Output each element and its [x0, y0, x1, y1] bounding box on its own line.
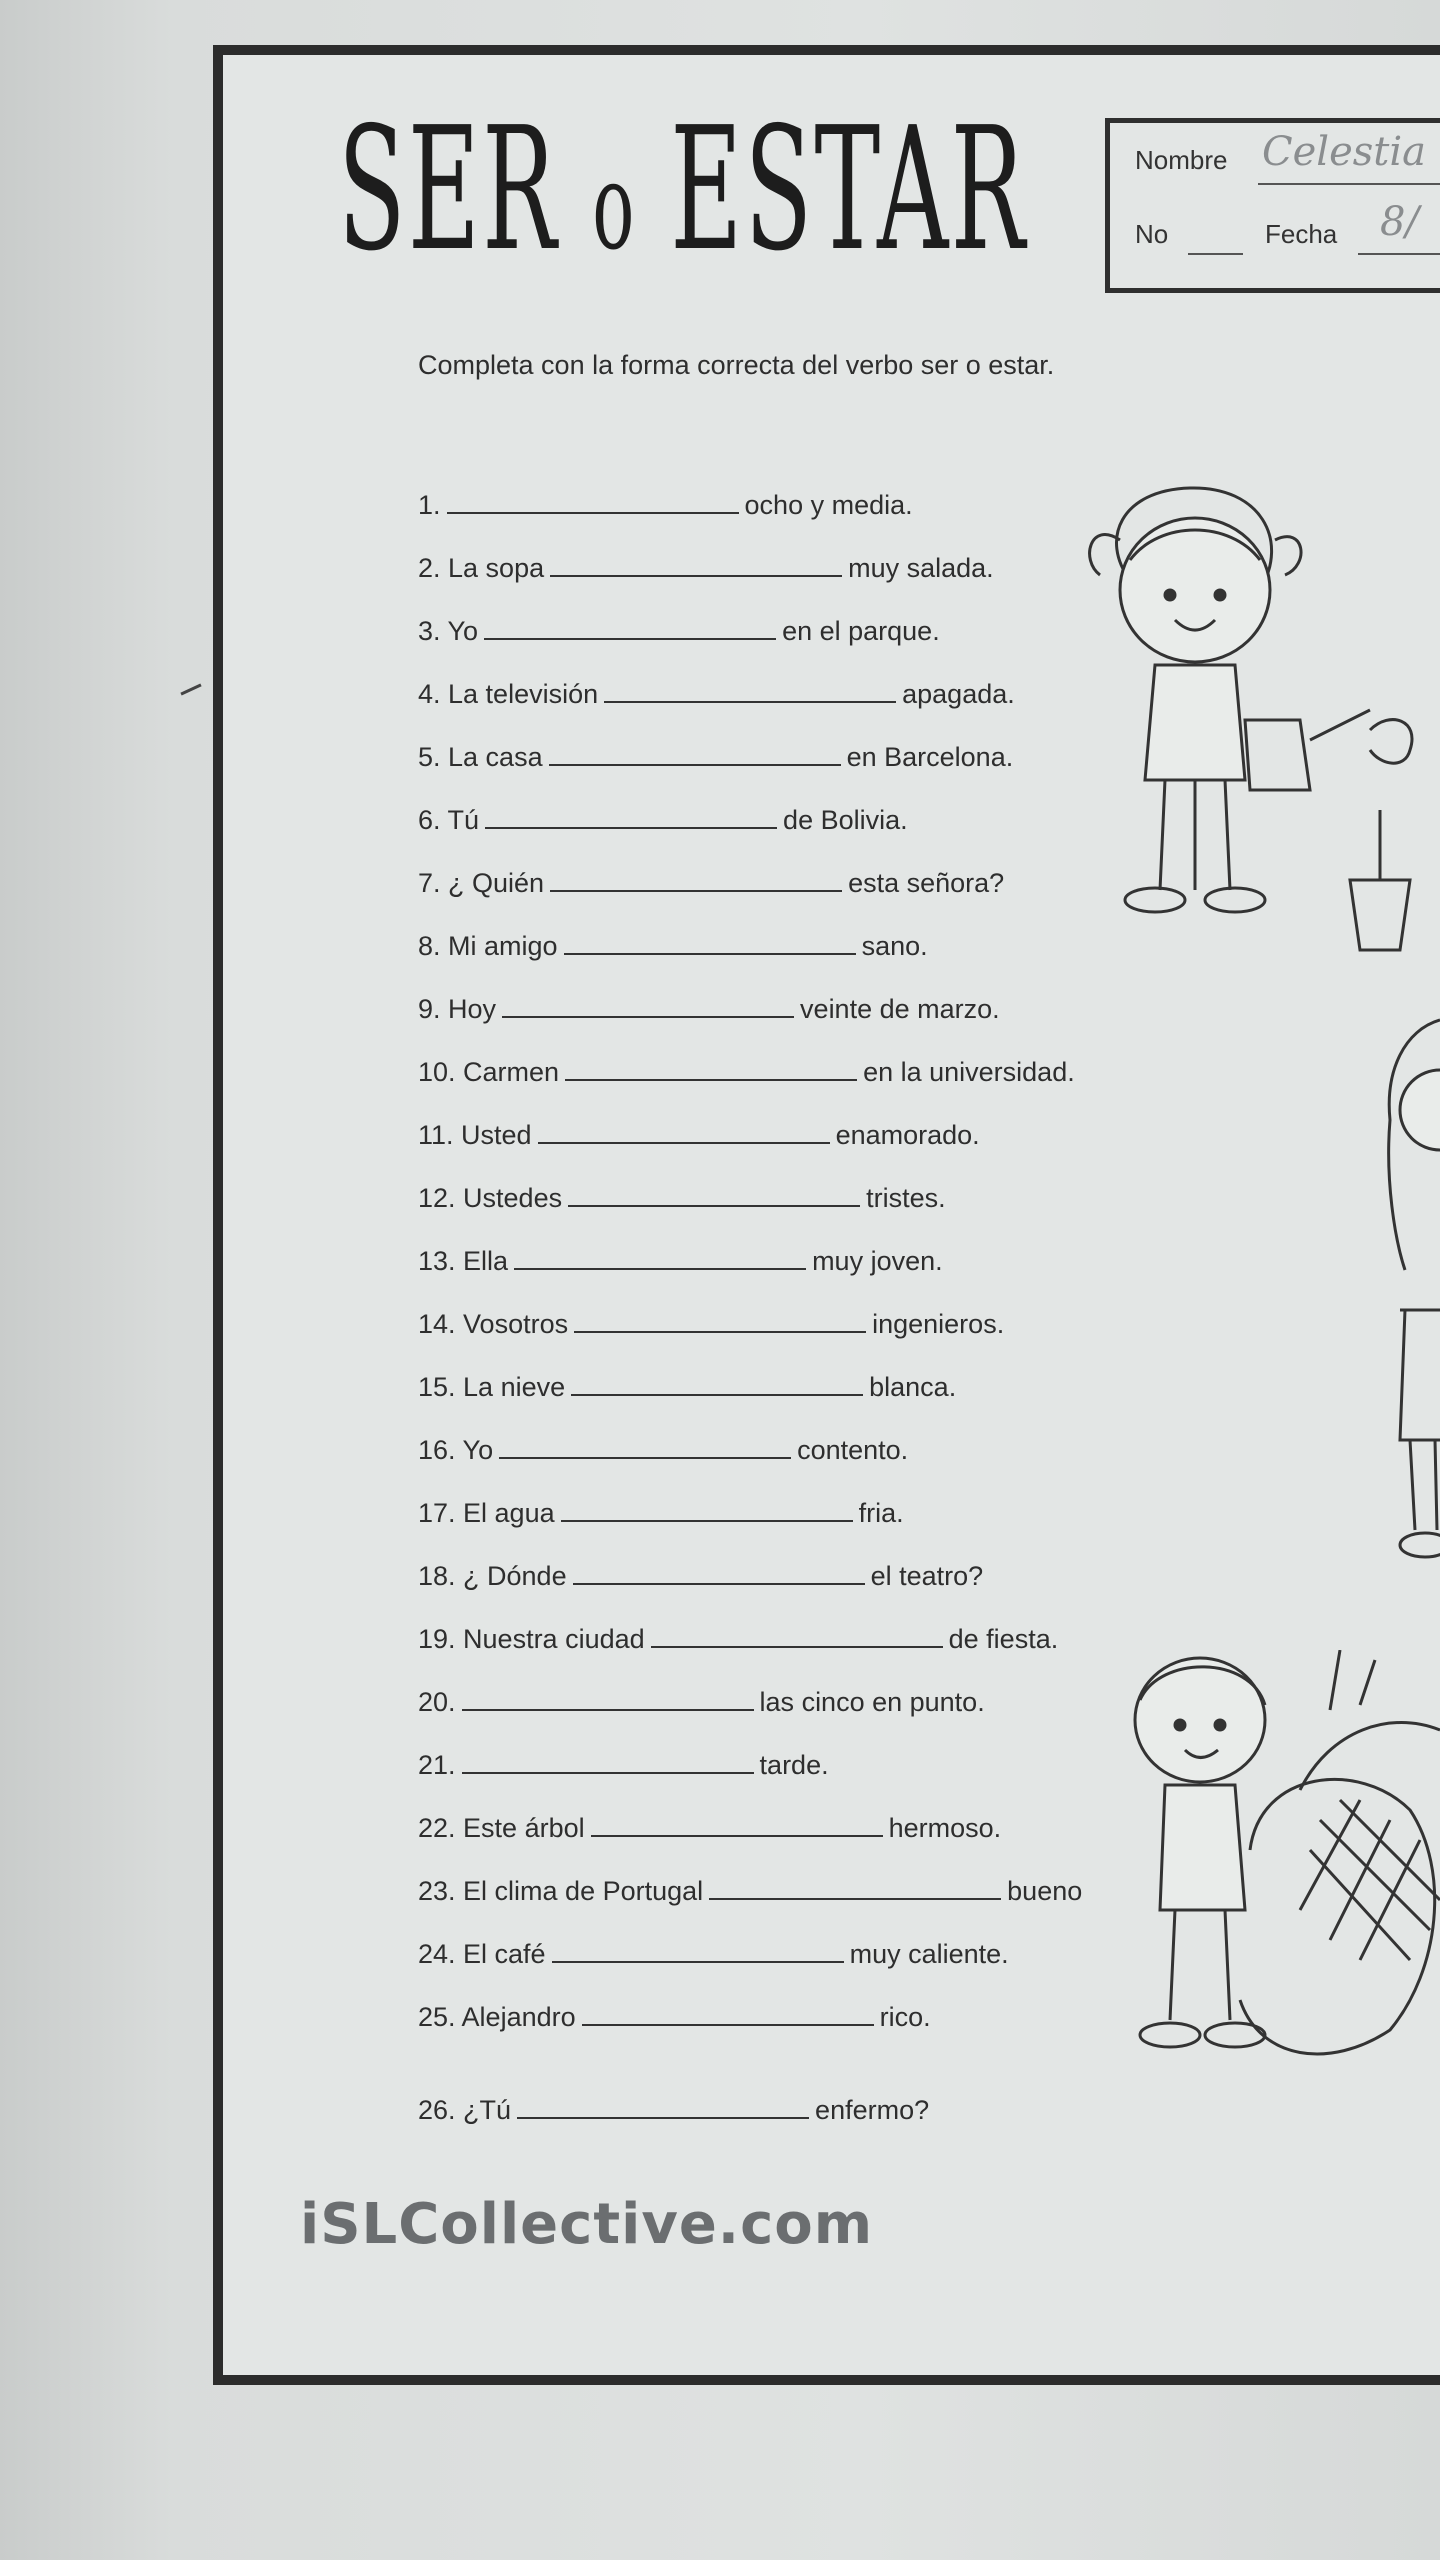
answer-blank[interactable] — [447, 490, 739, 514]
answer-blank[interactable] — [564, 931, 856, 955]
item-ending: de Bolivia. — [783, 805, 908, 835]
number-line — [1188, 253, 1243, 255]
answer-blank[interactable] — [549, 742, 841, 766]
student-info-box — [1105, 118, 1440, 293]
item-ending: hermoso. — [888, 1813, 1002, 1843]
item-prompt: 19. Nuestra ciudad — [418, 1624, 645, 1654]
item-prompt: 20. — [418, 1687, 456, 1717]
item-ending: en la universidad. — [863, 1057, 1075, 1087]
item-ending: veinte de marzo. — [800, 994, 1000, 1024]
item-ending: enamorado. — [835, 1120, 980, 1150]
exercise-item — [418, 1939, 1009, 1970]
name-handwriting: Celestia — [1262, 129, 1426, 175]
date-handwriting: 8/ — [1380, 199, 1419, 245]
answer-blank[interactable] — [568, 1183, 860, 1207]
item-prompt: 12. Ustedes — [418, 1183, 563, 1213]
date-line — [1358, 253, 1440, 255]
title-o: o — [592, 138, 637, 277]
item-ending: enfermo? — [815, 2095, 930, 2125]
item-ending: contento. — [797, 1435, 909, 1465]
exercise-item — [418, 1624, 1058, 1655]
item-prompt: 17. El agua — [418, 1498, 555, 1528]
item-ending: las cinco en punto. — [759, 1687, 985, 1717]
item-ending: ingenieros. — [872, 1309, 1005, 1339]
name-label: Nombre — [1135, 145, 1228, 175]
exercise-item — [418, 1372, 956, 1403]
title-estar: ESTAR — [670, 91, 1028, 289]
number-label: No — [1135, 219, 1169, 249]
title-ser: SER — [338, 91, 559, 289]
item-ending: en Barcelona. — [846, 742, 1014, 772]
answer-blank[interactable] — [552, 1939, 844, 1963]
exercise-item — [418, 1750, 829, 1781]
answer-blank[interactable] — [499, 1435, 791, 1459]
answer-blank[interactable] — [604, 679, 896, 703]
exercise-item — [418, 931, 928, 962]
item-prompt: 2. La sopa — [418, 553, 545, 583]
exercise-item — [418, 805, 908, 836]
item-ending: muy caliente. — [849, 1939, 1009, 1969]
exercise-item — [418, 490, 913, 521]
exercise-item — [418, 553, 994, 584]
item-prompt: 16. Yo — [418, 1435, 494, 1465]
item-ending: de fiesta. — [948, 1624, 1059, 1654]
answer-blank[interactable] — [561, 1498, 853, 1522]
item-prompt: 25. Alejandro — [418, 2002, 576, 2032]
item-prompt: 11. Usted — [418, 1120, 532, 1150]
answer-blank[interactable] — [484, 616, 776, 640]
item-ending: el teatro? — [870, 1561, 984, 1591]
answer-blank[interactable] — [462, 1750, 754, 1774]
item-prompt: 23. El clima de Portugal — [418, 1876, 704, 1906]
exercise-item — [418, 1435, 908, 1466]
answer-blank[interactable] — [550, 868, 842, 892]
item-prompt: 5. La casa — [418, 742, 543, 772]
girl-watering-illustration — [1060, 480, 1440, 960]
answer-blank[interactable] — [517, 2095, 809, 2119]
item-prompt: 26. ¿Tú — [418, 2095, 512, 2125]
item-ending: muy salada. — [848, 553, 994, 583]
item-prompt: 7. ¿ Quién — [418, 868, 545, 898]
item-ending: blanca. — [869, 1372, 957, 1402]
item-ending: ocho y media. — [744, 490, 913, 520]
exercise-item — [418, 994, 1000, 1025]
footer-watermark: iSLCollective.com — [300, 2192, 874, 2257]
item-ending: fria. — [858, 1498, 904, 1528]
item-prompt: 9. Hoy — [418, 994, 497, 1024]
exercise-item — [418, 2002, 931, 2033]
item-prompt: 14. Vosotros — [418, 1309, 569, 1339]
worksheet-title — [338, 91, 1028, 289]
item-ending: rico. — [879, 2002, 931, 2032]
item-prompt: 13. Ella — [418, 1246, 509, 1276]
exercise-item — [418, 616, 940, 647]
item-prompt: 15. La nieve — [418, 1372, 566, 1402]
item-prompt: 24. El café — [418, 1939, 546, 1969]
exercise-item — [418, 1057, 1075, 1088]
exercise-item — [418, 1561, 983, 1592]
exercise-item — [418, 1498, 904, 1529]
answer-blank[interactable] — [565, 1057, 857, 1081]
exercise-item — [418, 1309, 1004, 1340]
answer-blank[interactable] — [502, 994, 794, 1018]
answer-blank[interactable] — [514, 1246, 806, 1270]
answer-blank[interactable] — [550, 553, 842, 577]
answer-blank[interactable] — [485, 805, 777, 829]
item-ending: muy joven. — [812, 1246, 943, 1276]
exercise-item — [418, 679, 1015, 710]
item-prompt: 8. Mi amigo — [418, 931, 558, 961]
item-prompt: 3. Yo — [418, 616, 479, 646]
answer-blank[interactable] — [582, 2002, 874, 2026]
item-prompt: 22. Este árbol — [418, 1813, 585, 1843]
item-prompt: 10. Carmen — [418, 1057, 560, 1087]
answer-blank[interactable] — [651, 1624, 943, 1648]
item-prompt: 18. ¿ Dónde — [418, 1561, 567, 1591]
answer-blank[interactable] — [591, 1813, 883, 1837]
item-ending: sano. — [861, 931, 928, 961]
item-prompt: 4. La televisión — [418, 679, 599, 709]
item-prompt: 6. Tú — [418, 805, 480, 835]
answer-blank[interactable] — [571, 1372, 863, 1396]
item-ending: bueno — [1007, 1876, 1083, 1906]
item-ending: apagada. — [902, 679, 1015, 709]
answer-blank[interactable] — [574, 1309, 866, 1333]
exercise-item — [418, 868, 1004, 899]
answer-blank[interactable] — [462, 1687, 754, 1711]
answer-blank[interactable] — [573, 1561, 865, 1585]
date-label: Fecha — [1265, 219, 1338, 249]
exercise-item — [418, 1876, 1082, 1907]
exercise-item — [418, 742, 1013, 773]
instructions: Completa con la forma correcta del verbo ser o estar. — [418, 350, 1055, 380]
girl-illustration-partial — [1345, 1010, 1440, 1570]
item-ending: tristes. — [866, 1183, 946, 1213]
boy-vegetables-illustration — [1110, 1650, 1440, 2090]
exercise-item — [418, 1246, 943, 1277]
exercise-item — [418, 1687, 985, 1718]
exercise-item — [418, 1813, 1001, 1844]
exercise-item — [418, 2095, 929, 2126]
name-line — [1258, 183, 1440, 185]
answer-blank[interactable] — [709, 1876, 1001, 1900]
answer-blank[interactable] — [538, 1120, 830, 1144]
item-ending: tarde. — [759, 1750, 829, 1780]
exercise-item — [418, 1120, 980, 1151]
item-ending: esta señora? — [848, 868, 1005, 898]
item-prompt: 1. — [418, 490, 441, 520]
item-ending: en el parque. — [782, 616, 940, 646]
item-prompt: 21. — [418, 1750, 456, 1780]
exercise-item — [418, 1183, 946, 1214]
